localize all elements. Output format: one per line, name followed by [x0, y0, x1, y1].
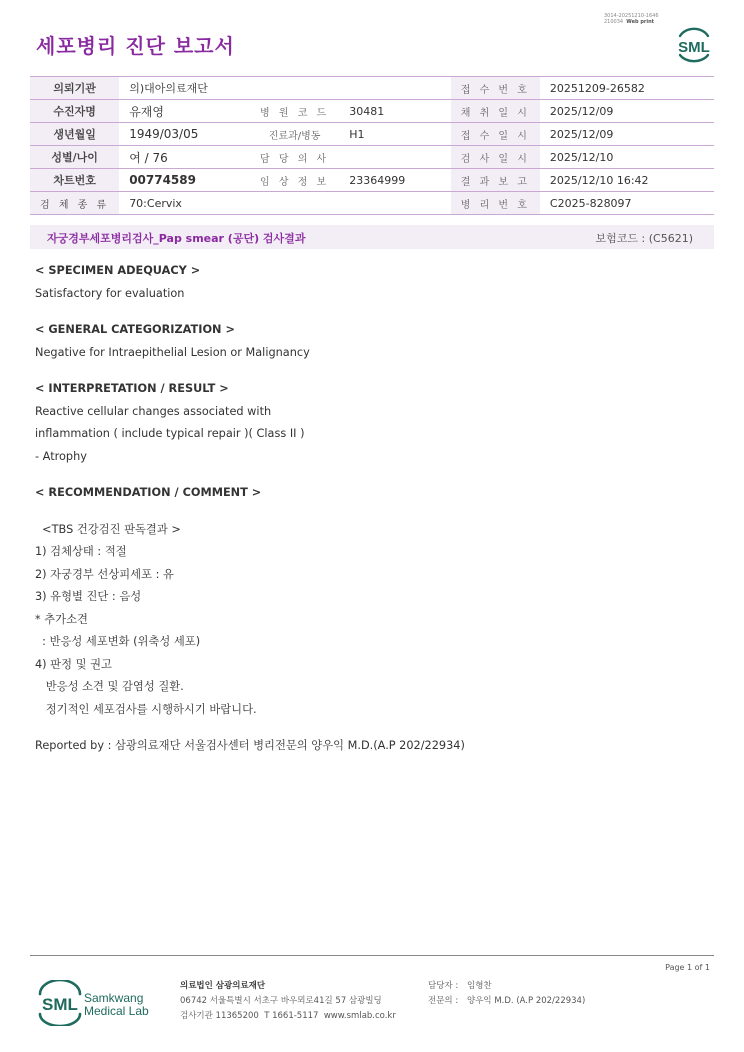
- footer-org-info: [180, 979, 396, 1024]
- specimen-value: 70:Cervix: [119, 192, 451, 215]
- doctor-label: 담 당 의 사: [250, 146, 339, 169]
- tbs-item: 4) 판정 및 권고: [35, 657, 112, 671]
- path-no-value: C2025-828097: [540, 192, 714, 215]
- interpretation-line: inflammation ( include typical repair )( Class II ): [35, 427, 305, 440]
- manager-label: 담당자 :: [428, 981, 459, 991]
- recommendation-heading: < RECOMMENDATION / COMMENT >: [35, 486, 262, 499]
- chart-label: 차트번호: [30, 169, 119, 192]
- adequacy-text: Satisfactory for evaluation: [35, 286, 185, 300]
- reported-by: Reported by : 삼광의료재단 서울검사센터 병리전문의 양우익 M.D.(A.P 202/22934): [35, 739, 465, 752]
- receipt-date-value: 2025/12/09: [540, 123, 714, 146]
- collect-date-label: 채 취 일 시: [451, 100, 540, 123]
- exam-title: 자궁경부세포병리검사_Pap smear (공단) 검사결과: [47, 232, 306, 245]
- footer-contact: 검사기관 11365200 T 1661-5117 www.smlab.co.kr: [180, 1011, 396, 1021]
- category-heading: < GENERAL CATEGORIZATION >: [35, 323, 235, 336]
- report-title: 세포병리 진단 보고서: [36, 34, 235, 58]
- hospital-code-value: 30481: [339, 100, 451, 123]
- doctor-value: [339, 146, 451, 169]
- sex-age-value: 여 / 76: [119, 146, 250, 169]
- info-row: [30, 123, 714, 146]
- category-text: Negative for Intraepithelial Lesion or Malignancy: [35, 345, 310, 359]
- manager-value: 임형찬: [467, 981, 492, 991]
- patient-value: 유재영: [119, 100, 250, 123]
- patient-label: 수진자명: [30, 100, 119, 123]
- tbs-item: 1) 검체상태 : 적절: [35, 545, 127, 558]
- org-value: 의)대아의료재단: [119, 77, 451, 100]
- print-code-line1: 3014-20251210-1646: [604, 13, 659, 19]
- collect-date-value: 2025/12/09: [540, 100, 714, 123]
- insurance-code: 보험코드 : (C5621): [595, 232, 693, 245]
- receipt-no-label: 접 수 번 호: [451, 77, 540, 100]
- samkwang-logo-mark: SML: [42, 995, 78, 1014]
- footer-staff-values: [467, 979, 585, 1009]
- info-row: [30, 77, 714, 100]
- info-row: [30, 100, 714, 123]
- page-number: Page 1 of 1: [665, 963, 710, 972]
- interpretation-line: Reactive cellular changes associated with: [35, 404, 272, 418]
- specialist-value: 양우익 M.D. (A.P 202/22934): [467, 996, 586, 1006]
- info-row: [30, 169, 714, 192]
- clinical-label: 임 상 정 보: [250, 169, 339, 192]
- patient-info-table: [30, 76, 714, 215]
- receipt-date-label: 접 수 일 시: [451, 123, 540, 146]
- tbs-item: 2) 자궁경부 선상피세포 : 유: [35, 567, 174, 581]
- result-date-label: 결 과 보 고: [451, 169, 540, 192]
- footer-staff-labels: [428, 979, 458, 1009]
- info-row: [30, 146, 714, 169]
- result-date-value: 2025/12/10 16:42: [540, 169, 714, 192]
- extra-finding-heading: * 추가소견: [35, 612, 88, 626]
- receipt-no-value: 20251209-26582: [540, 77, 714, 100]
- footer-divider: [30, 955, 714, 956]
- specimen-label: 검 체 종 류: [30, 192, 119, 215]
- recommendation-line: 반응성 소견 및 감염성 질환.: [35, 680, 184, 693]
- birth-label: 생년월일: [30, 123, 119, 146]
- report-body: [35, 262, 705, 760]
- adequacy-heading: < SPECIMEN ADEQUACY >: [35, 264, 201, 277]
- chart-value: 00774589: [119, 169, 250, 192]
- exam-date-value: 2025/12/10: [540, 146, 714, 169]
- path-no-label: 병 리 번 호: [451, 192, 540, 215]
- sex-age-label: 성별/나이: [30, 146, 119, 169]
- web-print-label: Web print: [626, 19, 655, 25]
- specialist-label: 전문의 :: [428, 996, 459, 1006]
- sml-logo: [672, 24, 716, 64]
- sml-logo-text: SML: [678, 39, 710, 56]
- interpretation-line: - Atrophy: [35, 449, 87, 463]
- org-label: 의뢰기관: [30, 77, 119, 100]
- samkwang-logo: [36, 980, 156, 1026]
- birth-value: 1949/03/05: [119, 123, 250, 146]
- hospital-code-label: 병 원 코 드: [250, 100, 339, 123]
- samkwang-logo-name: Samkwang: [84, 991, 144, 1005]
- print-code-line2: 210034: [604, 19, 624, 25]
- clinical-value: 23364999: [339, 169, 451, 192]
- tbs-title: <TBS 건강검진 판독결과 >: [35, 522, 181, 536]
- tbs-item: 3) 유형별 진단 : 음성: [35, 590, 142, 603]
- exam-date-label: 검 사 일 시: [451, 146, 540, 169]
- footer-address: 06742 서울특별시 서초구 바우뫼로41길 57 삼광빌딩: [180, 996, 382, 1006]
- interpretation-heading: < INTERPRETATION / RESULT >: [35, 382, 229, 395]
- footer-org-name: 의료법인 삼광의료재단: [180, 981, 266, 991]
- recommendation-line: 정기적인 세포검사를 시행하시기 바랍니다.: [35, 702, 257, 716]
- extra-finding-text: : 반응성 세포변화 (위축성 세포): [35, 635, 201, 648]
- dept-label: 진료과/병동: [250, 123, 339, 146]
- dept-value: H1: [339, 123, 451, 146]
- print-code: [604, 13, 659, 25]
- exam-title-bar: [30, 225, 714, 249]
- samkwang-logo-name: Medical Lab: [84, 1004, 149, 1018]
- info-row: [30, 192, 714, 215]
